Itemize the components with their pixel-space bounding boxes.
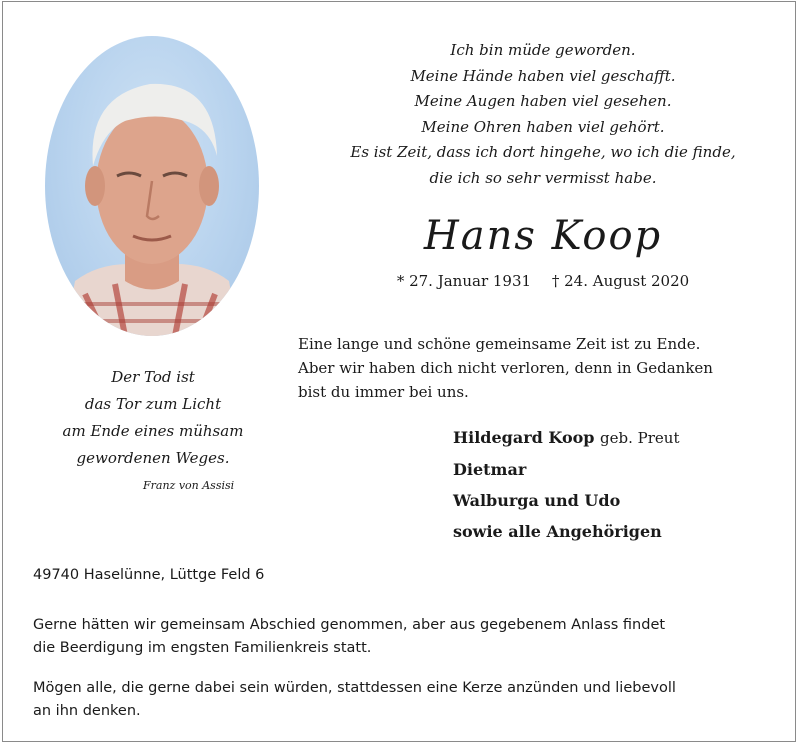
- mourners-list: [453, 422, 783, 547]
- farewell-line: Aber wir haben dich nicht verloren, denn in Gedanken: [298, 359, 713, 377]
- quote: [53, 364, 253, 472]
- notice-line: Mögen alle, die gerne dabei sein würden, stattdessen eine Kerze anzünden und liebevoll: [33, 680, 676, 696]
- farewell-line: Eine lange und schöne gemeinsame Zeit ist zu Ende.: [298, 335, 701, 353]
- notice-line: Gerne hätten wir gemeinsam Abschied genommen, aber aus gegebenem Anlass findet: [33, 617, 666, 633]
- quote-line: am Ende eines mühsam: [62, 422, 244, 440]
- quote-line: gewordenen Weges.: [76, 449, 230, 467]
- deceased-name: Hans Koop: [423, 213, 663, 259]
- poem-line: Es ist Zeit, dass ich dort hingehe, wo ich die finde,: [350, 143, 736, 161]
- notice-line: an ihn denken.: [33, 702, 141, 719]
- poem-line: Meine Augen haben viel gesehen.: [414, 92, 672, 110]
- poem-line: Meine Hände haben viel geschafft.: [410, 66, 676, 85]
- farewell-text: [298, 332, 768, 404]
- mourner-primary: [453, 422, 783, 454]
- mourner-name: Walburga und Udo: [453, 491, 621, 510]
- quote-author: Franz von Assisi: [143, 479, 235, 492]
- funeral-notice: [33, 614, 773, 659]
- portrait-illustration: [45, 36, 259, 336]
- address: 49740 Haselünne, Lüttge Feld 6: [33, 567, 265, 583]
- quote-line: Der Tod ist: [111, 368, 195, 386]
- maiden-name-note: geb. Preut: [600, 429, 680, 447]
- mourner-name: Dietmar: [453, 460, 527, 479]
- poem: [333, 38, 753, 191]
- quote-line: das Tor zum Licht: [84, 395, 222, 413]
- farewell-line: bist du immer bei uns.: [298, 383, 469, 401]
- notice-line: die Beerdigung im engsten Familienkreis statt.: [33, 639, 372, 656]
- mourner-name: sowie alle Angehörigen: [453, 522, 662, 541]
- candle-request: [33, 677, 773, 722]
- mourner-name: Hildegard Koop: [453, 428, 595, 447]
- portrait-photo: [45, 36, 259, 336]
- poem-line: Ich bin müde geworden.: [450, 41, 636, 59]
- obituary-card: [2, 1, 796, 742]
- poem-line: die ich so sehr vermisst habe.: [429, 168, 657, 187]
- life-dates: [333, 270, 753, 292]
- death-date: † 24. August 2020: [551, 272, 690, 290]
- birth-date: * 27. Januar 1931: [396, 272, 532, 290]
- poem-line: Meine Ohren haben viel gehört.: [421, 117, 665, 136]
